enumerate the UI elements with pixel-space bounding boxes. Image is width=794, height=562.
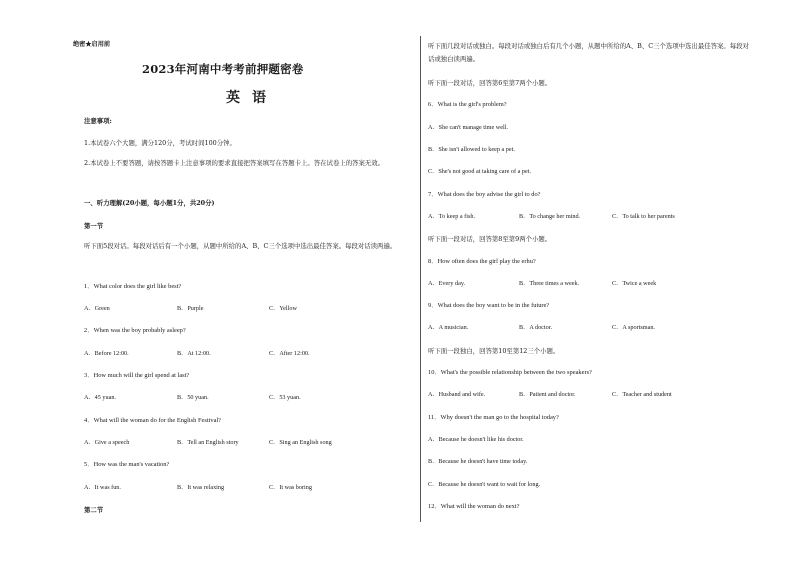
part2-instructions: 听下面几段对话或独白。每段对话或独白后有几个小题，从题中所给的A、B、C三个选项中选出最佳答案。每段对话或独白读两遍。	[428, 42, 749, 63]
listen-instruction: 听下面一段独白，回答第10至第12三个小题。	[428, 347, 560, 355]
question-stem: 2．When was the boy probably asleep?	[84, 327, 186, 334]
question-stem: 8．How often does the girl play the erhu?	[428, 258, 536, 265]
option-a: A．It was fun.	[84, 484, 121, 491]
option-c: C．Because he doesn't want to wait for long.	[428, 481, 541, 488]
option-b: B．To change her mind.	[519, 213, 581, 220]
option-b: B．She isn't allowed to keep a pet.	[428, 146, 515, 153]
column-divider	[420, 36, 421, 522]
option-b: B．50 yuan.	[177, 394, 209, 401]
notice-heading: 注意事项:	[84, 117, 112, 125]
option-c: C．She's not good at taking care of a pet.	[428, 168, 532, 175]
part1-label: 第一节	[84, 222, 104, 230]
question-stem: 4．What will the woman do for the English Festival?	[84, 417, 222, 424]
question-stem: 5．How was the man's vacation?	[84, 461, 170, 468]
option-a: A．Every day.	[428, 280, 466, 287]
question-stem: 10．What's the possible relationship between the two speakers?	[428, 369, 592, 376]
option-b: B．Tell an English story	[177, 439, 239, 446]
question-stem: 6．What is the girl's problem?	[428, 101, 507, 108]
option-b: B．Three times a week.	[519, 280, 580, 287]
question-stem: 1．What color does the girl like best?	[84, 283, 182, 290]
option-b: B．Patient and doctor.	[519, 391, 576, 398]
option-a: A．Because he doesn't like his doctor.	[428, 436, 524, 443]
notice-item-1: 1.本试卷六个大题，满分120分，考试时间100分钟。	[84, 139, 236, 147]
option-b: B．Purple	[177, 305, 204, 312]
option-c: C．It was boring	[269, 484, 312, 491]
option-c: C．After 12:00.	[269, 350, 310, 357]
option-b: B．A doctor.	[519, 324, 552, 331]
option-a: A．A musician.	[428, 324, 469, 331]
part1-instructions: 听下面5段对话。每段对话后有一个小题，从题中所给的A、B、C三个选项中选出最佳答案。每段对话读两遍。	[84, 242, 397, 250]
option-c: C．To talk to her parents	[612, 213, 675, 220]
question-stem: 7．What does the boy advise the girl to do?	[428, 191, 541, 198]
option-b: B．Because he doesn't have time today.	[428, 458, 528, 465]
question-stem: 12．What will the woman do next?	[428, 503, 520, 510]
option-c: C．53 yuan.	[269, 394, 301, 401]
option-b: B．It was relaxing	[177, 484, 225, 491]
option-b: B．At 12:00.	[177, 350, 211, 357]
subject-title: 英语	[226, 90, 278, 106]
section-heading: 一、听力理解(20小题，每小题1分，共20分)	[84, 199, 215, 207]
option-a: A．She can't manage time well.	[428, 124, 508, 131]
question-stem: 3．How much will the girl spend at last?	[84, 372, 190, 379]
exam-title: 2023年河南中考考前押题密卷	[142, 62, 304, 76]
notice-item-2: 2.本试卷上不要答题，请按答题卡上注意事项的要求直接把答案填写在答题卡上。答在试卷上的答案无效。	[84, 159, 385, 167]
option-c: C．Twice a week	[612, 280, 657, 287]
option-a: A．45 yuan.	[84, 394, 116, 401]
option-c: C．Sing an English song	[269, 439, 332, 446]
option-a: A．Green	[84, 305, 110, 312]
secret-mark: 绝密★启用前	[73, 41, 111, 48]
option-a: A．Before 12:00.	[84, 350, 129, 357]
option-a: A．Husband and wife.	[428, 391, 486, 398]
listen-instruction: 听下面一段对话，回答第6至第7两个小题。	[428, 79, 552, 87]
option-c: C．A sportsman.	[612, 324, 655, 331]
option-a: A．Give a speech	[84, 439, 130, 446]
listen-instruction: 听下面一段对话，回答第8至第9两个小题。	[428, 235, 552, 243]
question-stem: 9．What does the boy want to be in the future?	[428, 302, 550, 309]
option-c: C．Yellow	[269, 305, 297, 312]
part2-label: 第二节	[84, 506, 104, 514]
question-stem: 11．Why doesn't the man go to the hospital today?	[428, 414, 559, 421]
option-c: C．Teacher and student	[612, 391, 672, 398]
option-a: A．To keep a fish.	[428, 213, 475, 220]
